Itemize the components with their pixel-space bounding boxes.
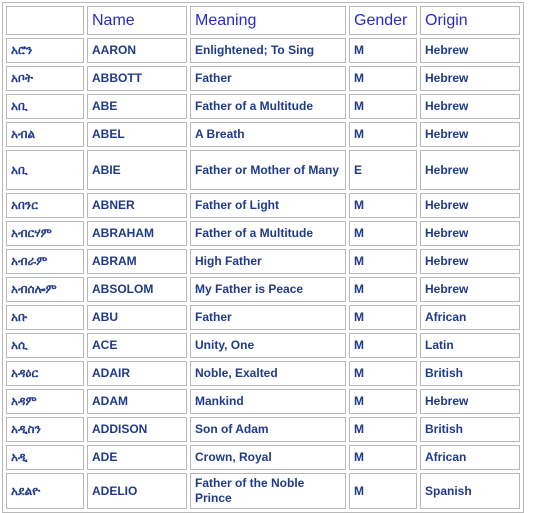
table-row	[6, 94, 520, 119]
gender-cell: M	[349, 333, 417, 358]
name-cell: ADELIO	[87, 473, 187, 509]
amharic-cell: አቢ	[6, 94, 84, 119]
table-row	[6, 473, 520, 509]
table-row	[6, 66, 520, 91]
amharic-cell: አደልዮ	[6, 473, 84, 509]
header-row	[6, 6, 520, 35]
amharic-cell: አብራም	[6, 249, 84, 274]
meaning-cell: Unity, One	[190, 333, 346, 358]
gender-cell: E	[349, 150, 417, 190]
name-cell: ADDISON	[87, 417, 187, 442]
origin-cell: Hebrew	[420, 150, 520, 190]
amharic-cell: አብል	[6, 122, 84, 147]
amharic-cell: አበንር	[6, 193, 84, 218]
amharic-cell: አቢ	[6, 150, 84, 190]
meaning-cell: Father	[190, 66, 346, 91]
table-row	[6, 193, 520, 218]
gender-cell: M	[349, 122, 417, 147]
origin-cell: African	[420, 445, 520, 470]
meaning-cell: High Father	[190, 249, 346, 274]
amharic-cell: አሲ	[6, 333, 84, 358]
name-cell: ABSOLOM	[87, 277, 187, 302]
name-cell: AARON	[87, 38, 187, 63]
table-row	[6, 221, 520, 246]
name-cell: ABIE	[87, 150, 187, 190]
meaning-cell: Son of Adam	[190, 417, 346, 442]
gender-cell: M	[349, 221, 417, 246]
table-row	[6, 305, 520, 330]
table-row	[6, 417, 520, 442]
header-gender: Gender	[349, 6, 417, 35]
meaning-cell: Noble, Exalted	[190, 361, 346, 386]
origin-cell: Hebrew	[420, 66, 520, 91]
name-cell: ABEL	[87, 122, 187, 147]
table-row	[6, 333, 520, 358]
amharic-cell: አቦት	[6, 66, 84, 91]
meaning-cell: Father or Mother of Many	[190, 150, 346, 190]
origin-cell: Spanish	[420, 473, 520, 509]
origin-cell: Hebrew	[420, 193, 520, 218]
gender-cell: M	[349, 417, 417, 442]
amharic-cell: አቡ	[6, 305, 84, 330]
meaning-cell: Father of a Multitude	[190, 221, 346, 246]
table-row	[6, 150, 520, 190]
name-cell: ACE	[87, 333, 187, 358]
name-cell: ABRAHAM	[87, 221, 187, 246]
meaning-cell: Crown, Royal	[190, 445, 346, 470]
table-row	[6, 249, 520, 274]
meaning-cell: Father	[190, 305, 346, 330]
meaning-cell: My Father is Peace	[190, 277, 346, 302]
amharic-cell: አዳዕር	[6, 361, 84, 386]
table-row	[6, 361, 520, 386]
name-cell: ABRAM	[87, 249, 187, 274]
gender-cell: M	[349, 277, 417, 302]
name-cell: ADAIR	[87, 361, 187, 386]
meaning-cell: Father of a Multitude	[190, 94, 346, 119]
gender-cell: M	[349, 473, 417, 509]
table-row	[6, 38, 520, 63]
amharic-cell: አሮን	[6, 38, 84, 63]
gender-cell: M	[349, 38, 417, 63]
origin-cell: Hebrew	[420, 389, 520, 414]
header-origin: Origin	[420, 6, 520, 35]
name-cell: ADAM	[87, 389, 187, 414]
meaning-cell: A Breath	[190, 122, 346, 147]
names-table	[2, 2, 524, 513]
header-name: Name	[87, 6, 187, 35]
name-cell: ADE	[87, 445, 187, 470]
origin-cell: Hebrew	[420, 249, 520, 274]
gender-cell: M	[349, 361, 417, 386]
gender-cell: M	[349, 249, 417, 274]
gender-cell: M	[349, 193, 417, 218]
header-meaning: Meaning	[190, 6, 346, 35]
origin-cell: Latin	[420, 333, 520, 358]
name-cell: ABNER	[87, 193, 187, 218]
amharic-cell: አዳም	[6, 389, 84, 414]
amharic-cell: አዲ	[6, 445, 84, 470]
meaning-cell: Enlightened; To Sing	[190, 38, 346, 63]
table-row	[6, 122, 520, 147]
meaning-cell: Father of Light	[190, 193, 346, 218]
origin-cell: Hebrew	[420, 221, 520, 246]
amharic-cell: አዲስን	[6, 417, 84, 442]
amharic-cell: አብርሃም	[6, 221, 84, 246]
gender-cell: M	[349, 389, 417, 414]
origin-cell: British	[420, 417, 520, 442]
origin-cell: Hebrew	[420, 277, 520, 302]
table-row	[6, 389, 520, 414]
origin-cell: Hebrew	[420, 122, 520, 147]
name-cell: ABE	[87, 94, 187, 119]
origin-cell: African	[420, 305, 520, 330]
origin-cell: British	[420, 361, 520, 386]
table-row	[6, 277, 520, 302]
name-cell: ABBOTT	[87, 66, 187, 91]
name-cell: ABU	[87, 305, 187, 330]
header-amharic	[6, 6, 84, 35]
origin-cell: Hebrew	[420, 94, 520, 119]
gender-cell: M	[349, 305, 417, 330]
meaning-cell: Father of the Noble Prince	[190, 473, 346, 509]
amharic-cell: አብሰሎም	[6, 277, 84, 302]
gender-cell: M	[349, 66, 417, 91]
gender-cell: M	[349, 445, 417, 470]
meaning-cell: Mankind	[190, 389, 346, 414]
gender-cell: M	[349, 94, 417, 119]
table-row	[6, 445, 520, 470]
origin-cell: Hebrew	[420, 38, 520, 63]
